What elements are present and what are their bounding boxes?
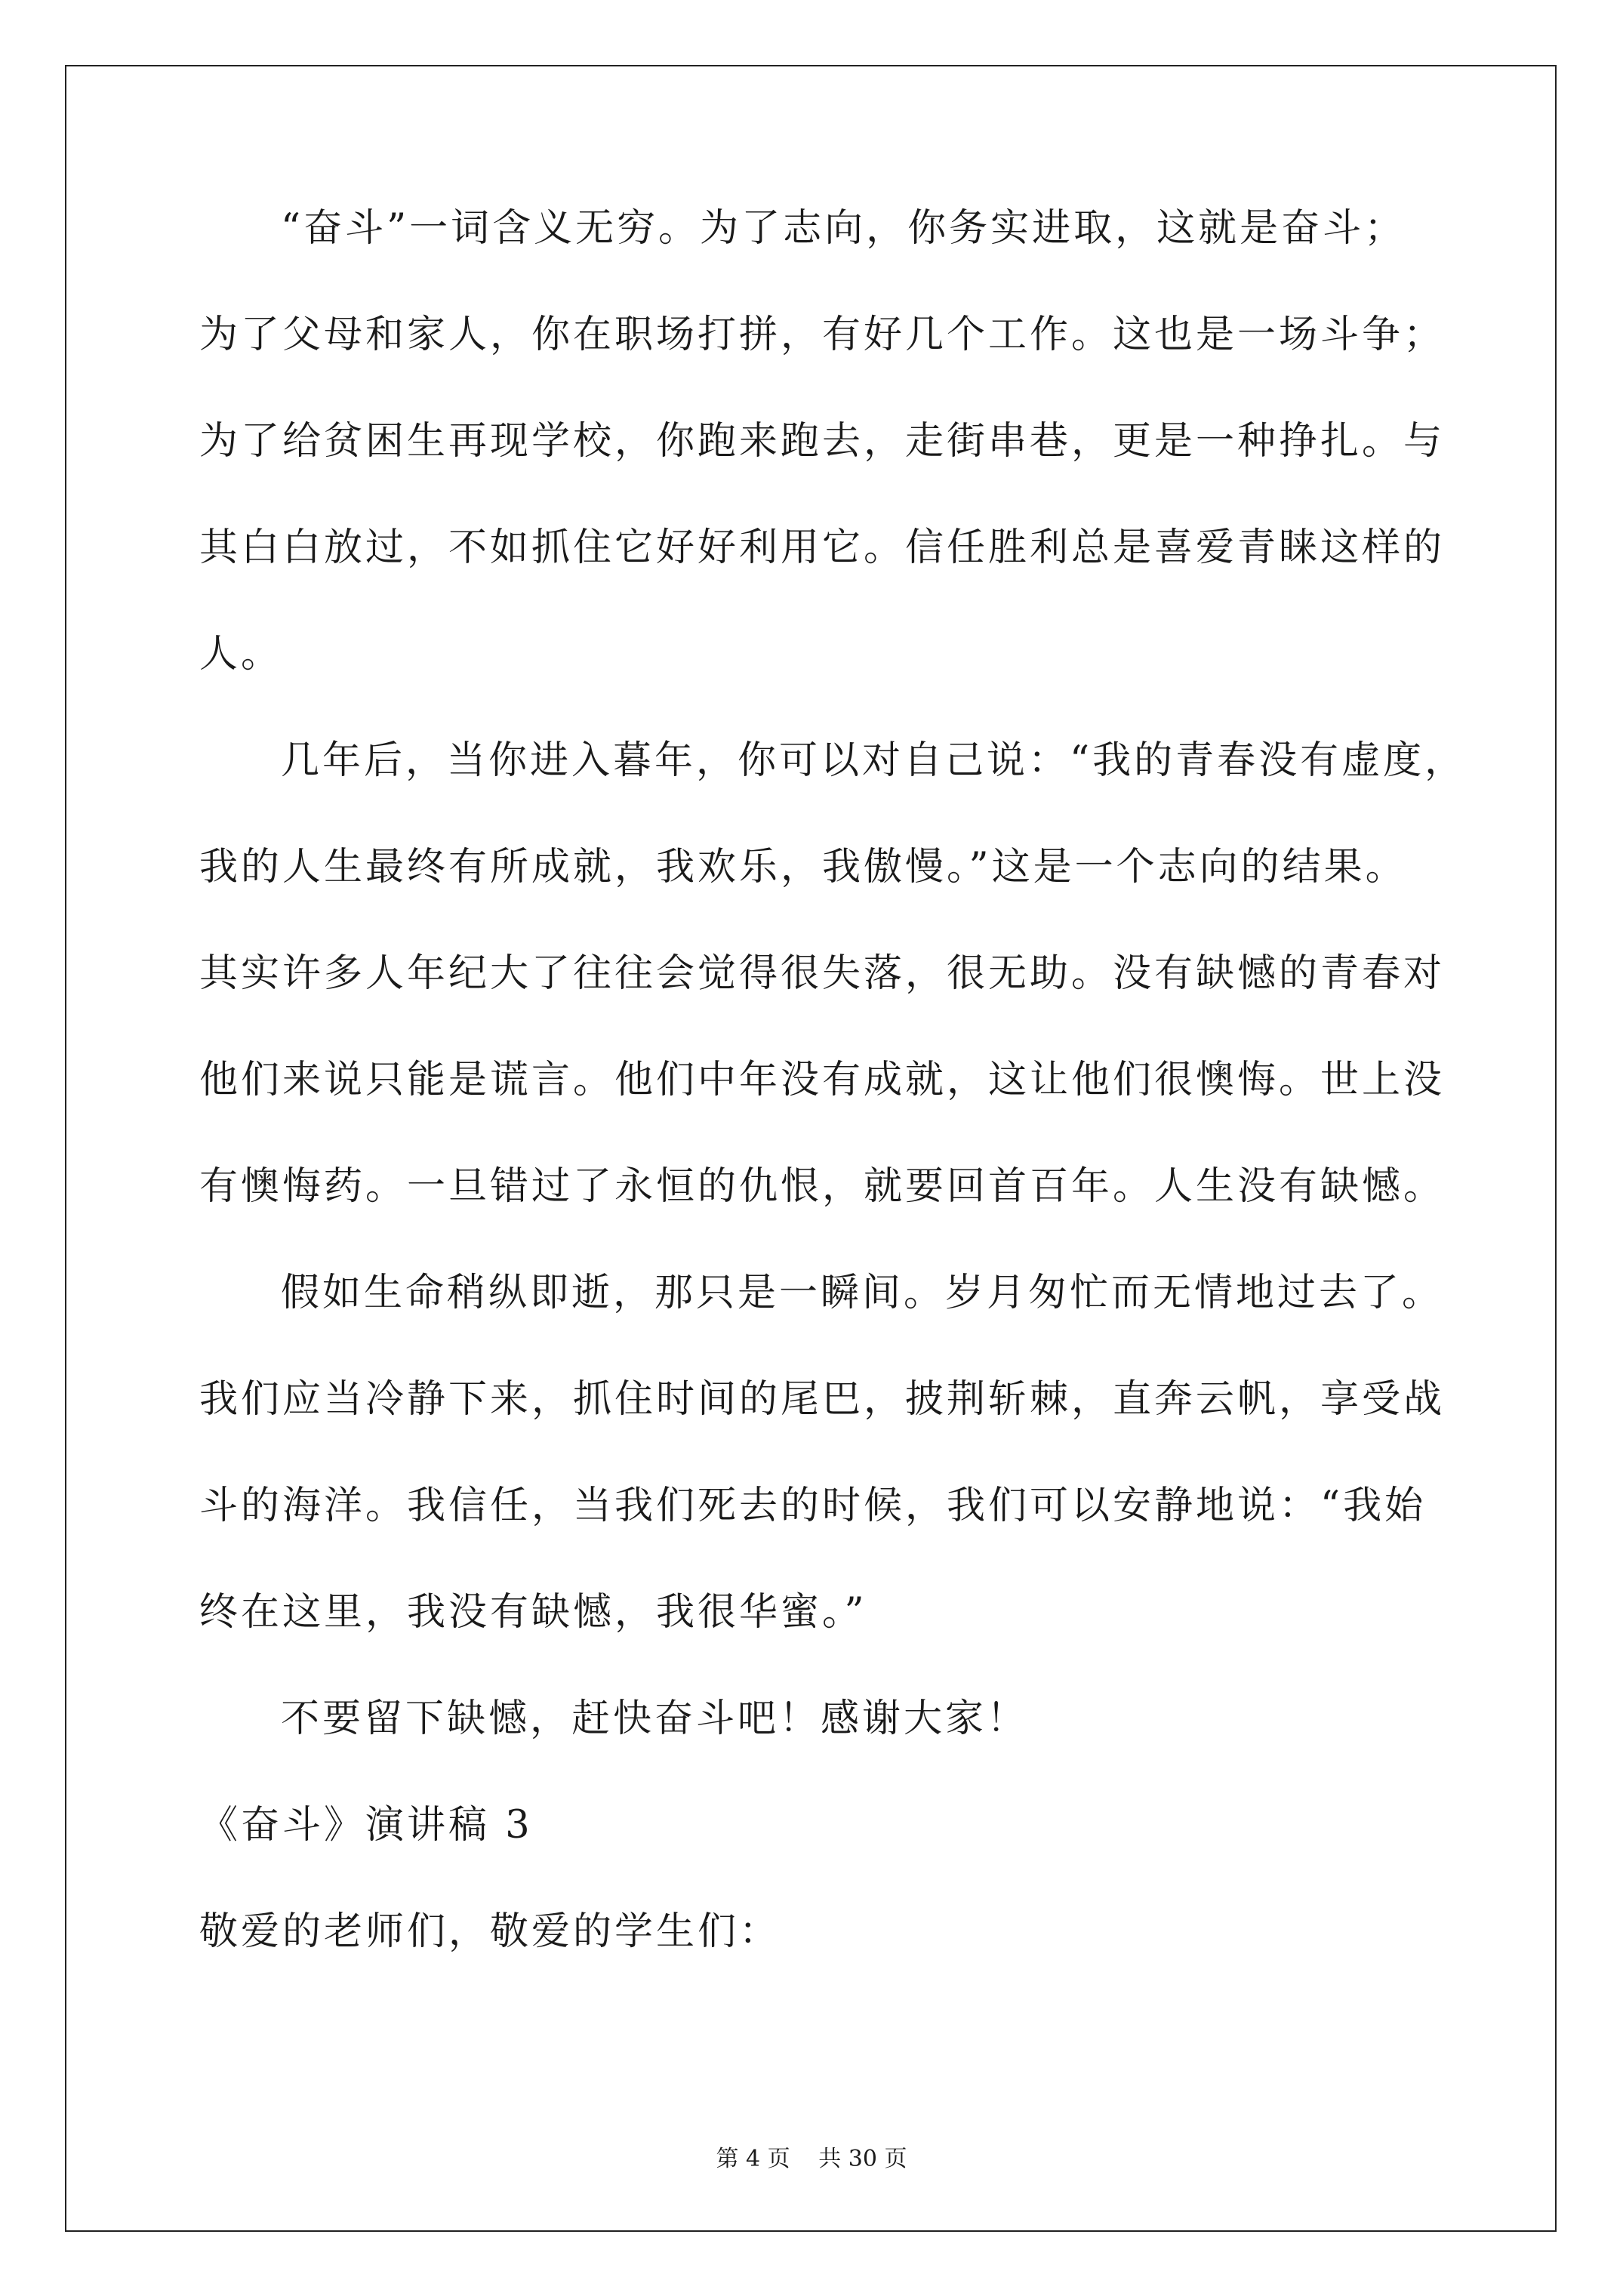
page-footer [0,2144,1623,2174]
paragraph-3-line-4: 终在这里，我没有缺憾，我很华蜜。” [199,1590,867,1635]
paragraph-2-line-2: 我的人生最终有所成就，我欢乐，我傲慢。”这是一个志向的结果。 [199,845,1407,889]
paragraph-2-line-3: 其实许多人年纪大了往往会觉得很失落，很无助。没有缺憾的青春对 [199,951,1446,996]
paragraph-1-line-1: “奋斗”一词含义无穷。为了志向，你务实进取，这就是奋斗； [281,206,1406,251]
paragraph-3-line-1: 假如生命稍纵即逝，那只是一瞬间。岁月匆忙而无情地过去了。 [281,1271,1444,1315]
paragraph-1-line-4: 其白白放过，不如抓住它好好利用它。信任胜利总是喜爱青睐这样的 [199,525,1446,570]
paragraph-3-line-3: 斗的海洋。我信任，当我们死去的时候，我们可以安静地说：“我始 [199,1484,1427,1528]
paragraph-2-line-4: 他们来说只能是谎言。他们中年没有成就，这让他们很懊悔。世上没 [199,1058,1446,1102]
paragraph-2-line-5: 有懊悔药。一旦错过了永恒的仇恨，就要回首百年。人生没有缺憾。 [199,1164,1446,1209]
page-number: 第 4 页 [716,2146,790,2172]
paragraph-3-line-2: 我们应当冷静下来，抓住时间的尾巴，披荆斩棘，直奔云帆，享受战 [199,1377,1446,1422]
paragraph-2-line-1: 几年后，当你进入暮年，你可以对自己说：“我的青春没有虚度， [281,738,1467,783]
paragraph-1-line-5: 人。 [199,632,283,676]
section-title: 《奋斗》演讲稿 3 [199,1803,533,1848]
page-total: 共 30 页 [818,2146,907,2172]
document-body [199,175,1467,1985]
closing-line: 不要留下缺憾，赶快奋斗吧！感谢大家！ [281,1697,1029,1741]
salutation: 敬爱的老师们，敬爱的学生们： [199,1909,781,1954]
paragraph-1-line-2: 为了父母和家人，你在职场打拼，有好几个工作。这也是一场斗争； [199,313,1446,357]
paragraph-1-line-3: 为了给贫困生再现学校，你跑来跑去，走街串巷，更是一种挣扎。与 [199,419,1446,464]
